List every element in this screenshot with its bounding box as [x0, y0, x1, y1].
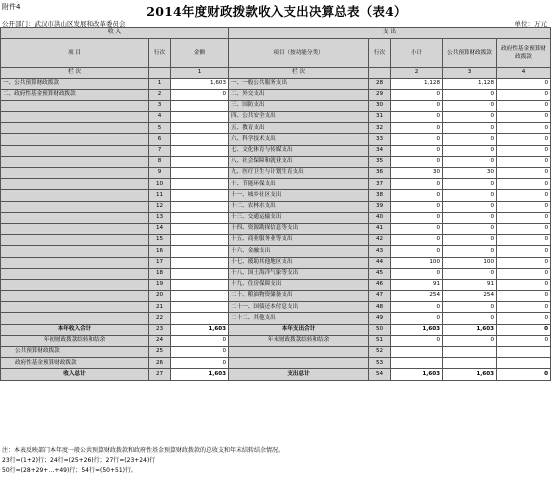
income-row-no: 17 [149, 257, 171, 268]
income-amount [171, 201, 229, 212]
expense-public-budget: 91 [443, 279, 497, 290]
income-row-no: 27 [149, 369, 171, 380]
expense-item: 二十一、国债还本付息支出 [229, 302, 369, 313]
table-row [1, 100, 551, 111]
expense-subtotal: 0 [391, 89, 443, 100]
expense-subtotal [391, 358, 443, 369]
income-amount [171, 100, 229, 111]
expense-public-budget: 0 [443, 302, 497, 313]
expense-item: 十八、国土海洋气象等支出 [229, 268, 369, 279]
income-row-no: 21 [149, 302, 171, 313]
expense-gov-fund: 0 [497, 212, 551, 223]
income-amount [171, 179, 229, 190]
income-amount [171, 268, 229, 279]
expense-subtotal: 30 [391, 168, 443, 179]
income-item [1, 201, 149, 212]
expense-item: 一、一般公共服务支出 [229, 78, 369, 89]
expense-item: 七、文化体育与传媒支出 [229, 145, 369, 156]
expense-subtotal: 1,128 [391, 78, 443, 89]
colno-4: 4 [497, 67, 551, 78]
expense-gov-fund: 0 [497, 324, 551, 335]
income-row-no: 4 [149, 112, 171, 123]
table-row [1, 313, 551, 324]
colno-2: 2 [391, 67, 443, 78]
income-item [1, 145, 149, 156]
income-item [1, 179, 149, 190]
income-amount [171, 145, 229, 156]
expense-row-no: 39 [369, 201, 391, 212]
note-line: 50行=(28+29+…+49)行；54行=(50+51)行。 [2, 467, 137, 474]
income-row-no: 6 [149, 134, 171, 145]
income-item [1, 123, 149, 134]
colno-blank [149, 67, 171, 78]
income-amount [171, 313, 229, 324]
income-item [1, 291, 149, 302]
income-item: 公共预算财政拨款 [1, 347, 149, 358]
expense-item: 本年支出合计 [229, 324, 369, 335]
expense-gov-fund: 0 [497, 179, 551, 190]
expense-public-budget: 0 [443, 212, 497, 223]
table-row [1, 201, 551, 212]
expense-gov-fund: 0 [497, 246, 551, 257]
income-item [1, 246, 149, 257]
expense-row-no: 44 [369, 257, 391, 268]
notes [2, 446, 284, 476]
column-header-row [1, 38, 551, 67]
expense-row-no: 29 [369, 89, 391, 100]
table-row [1, 89, 551, 100]
income-row-no: 12 [149, 201, 171, 212]
income-amount [171, 168, 229, 179]
income-item [1, 168, 149, 179]
expense-subtotal: 0 [391, 302, 443, 313]
expense-gov-fund: 0 [497, 302, 551, 313]
item-header: 项 目 [1, 38, 149, 67]
expense-public-budget: 0 [443, 190, 497, 201]
colno-label-2: 栏 次 [229, 67, 369, 78]
income-amount [171, 235, 229, 246]
table-row [1, 291, 551, 302]
expense-gov-fund: 0 [497, 313, 551, 324]
expense-item: 二、外交支出 [229, 89, 369, 100]
expense-gov-fund: 0 [497, 190, 551, 201]
income-item [1, 302, 149, 313]
expense-public-budget: 0 [443, 134, 497, 145]
expense-gov-fund: 0 [497, 100, 551, 111]
expense-item: 十九、住房保障支出 [229, 279, 369, 290]
section-header-row [1, 28, 551, 39]
expense-row-no: 31 [369, 112, 391, 123]
income-amount [171, 223, 229, 234]
expense-row-no: 45 [369, 268, 391, 279]
expense-gov-fund: 0 [497, 257, 551, 268]
expense-gov-fund: 0 [497, 201, 551, 212]
expense-subtotal: 0 [391, 235, 443, 246]
expense-public-budget: 1,603 [443, 369, 497, 380]
table-row [1, 235, 551, 246]
income-row-no: 14 [149, 223, 171, 234]
expense-public-budget: 0 [443, 201, 497, 212]
table-row [1, 302, 551, 313]
income-row-no: 2 [149, 89, 171, 100]
expense-public-budget [443, 347, 497, 358]
budget-table [0, 27, 551, 381]
expense-public-budget: 0 [443, 145, 497, 156]
expense-section-header: 支 出 [229, 28, 551, 39]
expense-public-budget: 0 [443, 335, 497, 346]
expense-item: 三、国防支出 [229, 100, 369, 111]
expense-gov-fund: 0 [497, 279, 551, 290]
income-item [1, 190, 149, 201]
expense-row-no: 33 [369, 134, 391, 145]
expense-gov-fund: 0 [497, 123, 551, 134]
income-row-no: 16 [149, 246, 171, 257]
income-amount [171, 134, 229, 145]
expense-row-no: 32 [369, 123, 391, 134]
expense-item: 十三、交通运输支出 [229, 212, 369, 223]
income-row-no: 8 [149, 156, 171, 167]
income-row-no: 24 [149, 335, 171, 346]
expense-public-budget [443, 358, 497, 369]
expense-subtotal: 0 [391, 156, 443, 167]
income-row-no: 23 [149, 324, 171, 335]
income-item [1, 156, 149, 167]
expense-item: 十、节能环保支出 [229, 179, 369, 190]
colno-label: 栏 次 [1, 67, 149, 78]
func-item-header: 项目（按功能分类） [229, 38, 369, 67]
income-amount: 1,603 [171, 78, 229, 89]
expense-gov-fund [497, 347, 551, 358]
income-amount: 0 [171, 335, 229, 346]
expense-item: 十五、商业服务业等支出 [229, 235, 369, 246]
colno-3: 3 [443, 67, 497, 78]
expense-item: 十一、城乡社区支出 [229, 190, 369, 201]
expense-row-no: 30 [369, 100, 391, 111]
income-amount [171, 302, 229, 313]
income-item [1, 257, 149, 268]
expense-item: 十六、金融支出 [229, 246, 369, 257]
expense-gov-fund: 0 [497, 168, 551, 179]
income-item [1, 235, 149, 246]
expense-item: 年末财政拨款结转和结余 [229, 335, 369, 346]
table-row [1, 168, 551, 179]
expense-public-budget: 254 [443, 291, 497, 302]
total-row [1, 369, 551, 380]
expense-row-no: 46 [369, 279, 391, 290]
table-row [1, 78, 551, 89]
income-item [1, 223, 149, 234]
income-item [1, 268, 149, 279]
expense-gov-fund: 0 [497, 134, 551, 145]
income-row-no: 7 [149, 145, 171, 156]
colno-1: 1 [171, 67, 229, 78]
expense-subtotal: 0 [391, 190, 443, 201]
expense-item: 支出总计 [229, 369, 369, 380]
income-item: 收入总计 [1, 369, 149, 380]
expense-item [229, 347, 369, 358]
income-amount [171, 112, 229, 123]
amount-header: 金额 [171, 38, 229, 67]
income-item [1, 112, 149, 123]
income-row-no: 20 [149, 291, 171, 302]
income-row-no: 10 [149, 179, 171, 190]
income-amount: 0 [171, 358, 229, 369]
table-row [1, 223, 551, 234]
row-no-header-2: 行次 [369, 38, 391, 67]
expense-row-no: 34 [369, 145, 391, 156]
income-amount: 1,603 [171, 369, 229, 380]
income-amount [171, 257, 229, 268]
income-row-no: 26 [149, 358, 171, 369]
department-label: 公开部门：武汉市洪山区发展和改革委员会 [2, 20, 126, 28]
expense-row-no: 37 [369, 179, 391, 190]
table-row [1, 112, 551, 123]
income-row-no: 5 [149, 123, 171, 134]
expense-row-no: 48 [369, 302, 391, 313]
expense-gov-fund: 0 [497, 145, 551, 156]
income-item [1, 212, 149, 223]
income-item: 年初财政拨款结转和结余 [1, 335, 149, 346]
expense-subtotal: 1,603 [391, 324, 443, 335]
expense-subtotal: 0 [391, 268, 443, 279]
unit-label: 单位：万元 [514, 20, 547, 28]
table-row [1, 123, 551, 134]
expense-subtotal [391, 347, 443, 358]
expense-subtotal: 0 [391, 335, 443, 346]
income-row-no: 9 [149, 168, 171, 179]
income-item [1, 313, 149, 324]
expense-row-no: 52 [369, 347, 391, 358]
page-title: 2014年度财政拨款收入支出决算总表（表4） [146, 4, 407, 19]
expense-item: 十二、农林水支出 [229, 201, 369, 212]
annex-label: 附件4 [2, 3, 21, 11]
expense-public-budget: 0 [443, 156, 497, 167]
income-amount [171, 279, 229, 290]
expense-public-budget: 0 [443, 112, 497, 123]
expense-item [229, 358, 369, 369]
expense-gov-fund: 0 [497, 78, 551, 89]
income-item: 一、公共预算财政拨款 [1, 78, 149, 89]
expense-gov-fund: 0 [497, 223, 551, 234]
expense-gov-fund: 0 [497, 89, 551, 100]
table-row [1, 257, 551, 268]
expense-row-no: 49 [369, 313, 391, 324]
table-row [1, 212, 551, 223]
income-row-no: 3 [149, 100, 171, 111]
table-row [1, 134, 551, 145]
income-row-no: 18 [149, 268, 171, 279]
income-amount [171, 246, 229, 257]
table-row [1, 190, 551, 201]
expense-gov-fund: 0 [497, 268, 551, 279]
expense-subtotal: 0 [391, 134, 443, 145]
income-row-no: 11 [149, 190, 171, 201]
income-row-no: 22 [149, 313, 171, 324]
subtotal-header: 小计 [391, 38, 443, 67]
expense-subtotal: 0 [391, 201, 443, 212]
expense-public-budget: 0 [443, 100, 497, 111]
expense-row-no: 40 [369, 212, 391, 223]
expense-gov-fund: 0 [497, 335, 551, 346]
expense-row-no: 51 [369, 335, 391, 346]
income-item: 本年收入合计 [1, 324, 149, 335]
income-amount [171, 190, 229, 201]
income-amount [171, 212, 229, 223]
expense-row-no: 38 [369, 190, 391, 201]
table-row [1, 279, 551, 290]
row-no-header: 行次 [149, 38, 171, 67]
expense-subtotal: 0 [391, 313, 443, 324]
income-amount: 0 [171, 89, 229, 100]
expense-public-budget: 0 [443, 223, 497, 234]
expense-row-no: 50 [369, 324, 391, 335]
expense-gov-fund: 0 [497, 369, 551, 380]
expense-public-budget: 1,128 [443, 78, 497, 89]
income-item [1, 279, 149, 290]
expense-gov-fund: 0 [497, 112, 551, 123]
note-line: 注：本表反映部门本年度一般公共预算财政拨款和政府性基金预算财政拨款的总收支和年末结转结余情况。 [2, 447, 285, 454]
expense-subtotal: 254 [391, 291, 443, 302]
table-row [1, 145, 551, 156]
expense-public-budget: 0 [443, 235, 497, 246]
table-row [1, 156, 551, 167]
expense-item: 十四、资源勘探信息等支出 [229, 223, 369, 234]
expense-subtotal: 0 [391, 123, 443, 134]
expense-public-budget: 0 [443, 123, 497, 134]
expense-row-no: 41 [369, 223, 391, 234]
expense-item: 二十二、其他支出 [229, 313, 369, 324]
total-row [1, 335, 551, 346]
expense-item: 五、教育支出 [229, 123, 369, 134]
expense-gov-fund: 0 [497, 291, 551, 302]
expense-public-budget: 1,603 [443, 324, 497, 335]
total-row [1, 358, 551, 369]
expense-item: 六、科学技术支出 [229, 134, 369, 145]
income-item [1, 134, 149, 145]
income-row-no: 15 [149, 235, 171, 246]
expense-subtotal: 91 [391, 279, 443, 290]
income-section-header: 收 入 [1, 28, 229, 39]
expense-public-budget: 0 [443, 89, 497, 100]
public-budget-header: 公共预算财政拨款 [443, 38, 497, 67]
note-line: 23行=(1+2)行；24行=(25+26)行；27行=(23+24)行 [2, 457, 156, 464]
expense-public-budget: 0 [443, 246, 497, 257]
income-amount: 0 [171, 347, 229, 358]
expense-subtotal: 0 [391, 246, 443, 257]
expense-item: 八、社会保障和就业支出 [229, 156, 369, 167]
income-amount [171, 156, 229, 167]
expense-subtotal: 0 [391, 100, 443, 111]
expense-public-budget: 0 [443, 268, 497, 279]
expense-subtotal: 0 [391, 212, 443, 223]
expense-gov-fund [497, 358, 551, 369]
income-row-no: 1 [149, 78, 171, 89]
expense-item: 十七、援助其他地区支出 [229, 257, 369, 268]
expense-row-no: 42 [369, 235, 391, 246]
expense-item: 九、医疗卫生与计划生育支出 [229, 168, 369, 179]
expense-row-no: 35 [369, 156, 391, 167]
colno-blank-2 [369, 67, 391, 78]
expense-subtotal: 0 [391, 223, 443, 234]
income-amount [171, 291, 229, 302]
table-row [1, 179, 551, 190]
expense-gov-fund: 0 [497, 156, 551, 167]
expense-public-budget: 0 [443, 313, 497, 324]
income-row-no: 19 [149, 279, 171, 290]
total-row [1, 347, 551, 358]
expense-public-budget: 0 [443, 179, 497, 190]
column-number-row [1, 67, 551, 78]
expense-public-budget: 30 [443, 168, 497, 179]
expense-row-no: 54 [369, 369, 391, 380]
gov-fund-header: 政府性基金预算财政拨款 [497, 38, 551, 67]
table-row [1, 246, 551, 257]
income-item: 政府性基金预算财政拨款 [1, 358, 149, 369]
expense-row-no: 36 [369, 168, 391, 179]
expense-subtotal: 0 [391, 145, 443, 156]
expense-subtotal: 100 [391, 257, 443, 268]
expense-subtotal: 1,603 [391, 369, 443, 380]
total-row [1, 324, 551, 335]
income-row-no: 13 [149, 212, 171, 223]
expense-gov-fund: 0 [497, 235, 551, 246]
expense-subtotal: 0 [391, 112, 443, 123]
expense-item: 四、公共安全支出 [229, 112, 369, 123]
income-row-no: 25 [149, 347, 171, 358]
expense-public-budget: 100 [443, 257, 497, 268]
expense-row-no: 43 [369, 246, 391, 257]
expense-row-no: 53 [369, 358, 391, 369]
income-amount: 1,603 [171, 324, 229, 335]
income-amount [171, 123, 229, 134]
expense-item: 二十、粮油物资储备支出 [229, 291, 369, 302]
table-row [1, 268, 551, 279]
expense-row-no: 47 [369, 291, 391, 302]
expense-subtotal: 0 [391, 179, 443, 190]
income-item [1, 100, 149, 111]
expense-row-no: 28 [369, 78, 391, 89]
income-item: 二、政府性基金预算财政拨款 [1, 89, 149, 100]
